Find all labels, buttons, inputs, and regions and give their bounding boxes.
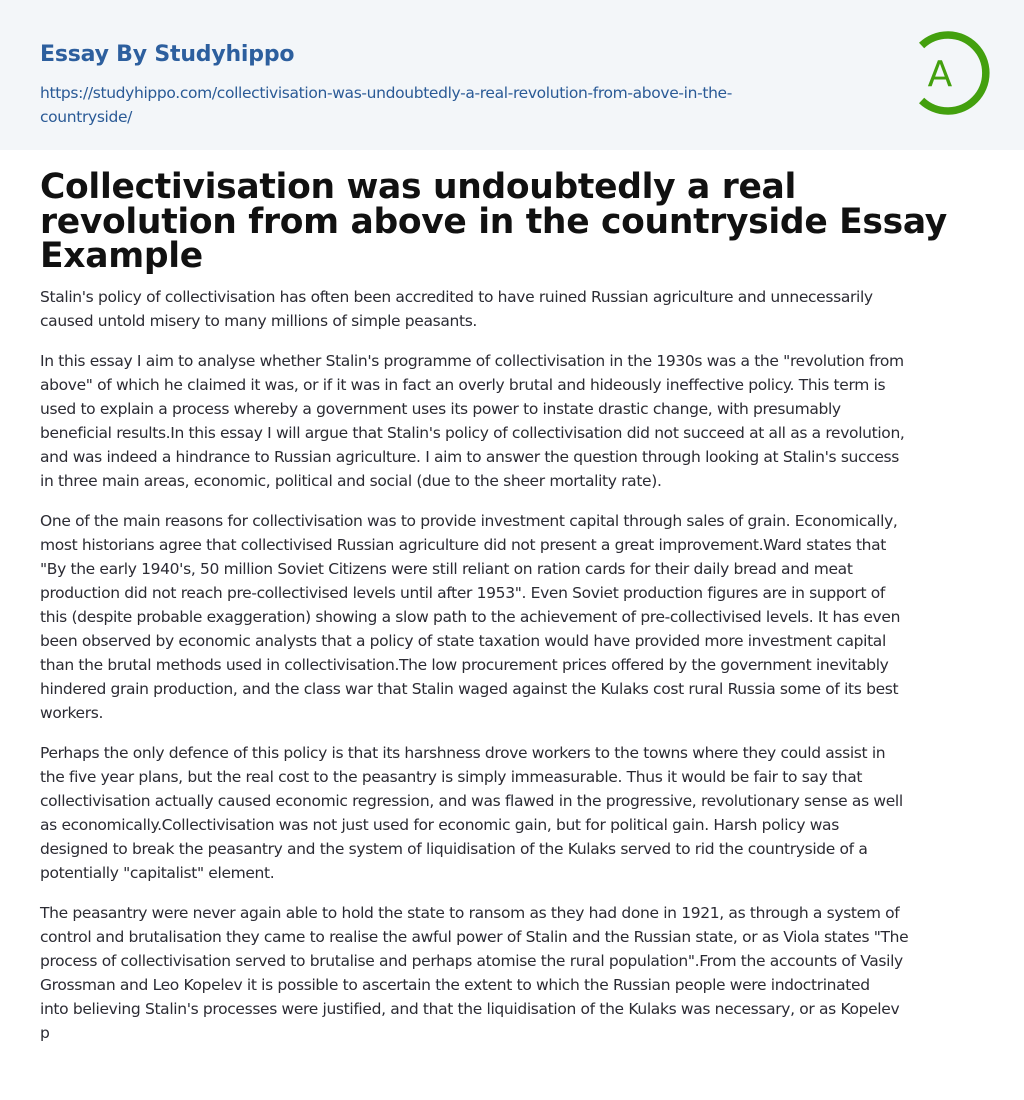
paragraph-line: The peasantry were never again able to hold the state to ransom as they had done in 1921, as through a system of [40, 903, 900, 922]
studyhippo-logo-icon[interactable] [900, 28, 990, 118]
paragraph-line: into believing Stalin's processes were justified, and that the liquidisation of the Kulaks was necessary, or as Kopelev [40, 999, 900, 1018]
essay-paragraph-2 [40, 349, 990, 493]
page-title-line: Example [40, 236, 203, 276]
paragraph-line: process of collectivisation served to brutalise and perhaps atomise the rural population".From the accounts of Vasily [40, 951, 903, 970]
essay-paragraph-5 [40, 901, 990, 1045]
paragraph-line: and was indeed a hindrance to Russian agriculture. I aim to answer the question through looking at Stalin's success [40, 447, 900, 466]
paragraph-line: One of the main reasons for collectivisation was to provide investment capital through sales of grain. Economically, [40, 511, 898, 530]
paragraph-line: most historians agree that collectivised Russian agriculture did not present a great improvement.Ward states that [40, 535, 887, 554]
paragraph-line: beneficial results.In this essay I will argue that Stalin's policy of collectivisation did not succeed at all as a revolution, [40, 423, 905, 442]
paragraph-line: collectivisation actually caused economic regression, and was flawed in the progressive, revolutionary sense as well [40, 791, 903, 810]
paragraph-line: "By the early 1940's, 50 million Soviet Citizens were still reliant on ration cards for their daily bread and meat [40, 559, 853, 578]
essay-paragraph-1 [40, 285, 990, 333]
logo-letter: A [927, 54, 953, 95]
essay-paragraph-4 [40, 741, 990, 885]
page-title-line: Collectivisation was undoubtedly a real [40, 167, 797, 207]
paragraph-line: the five year plans, but the real cost to the peasantry is simply immeasurable. Thus it would be fair to say that [40, 767, 863, 786]
essay-content [40, 167, 990, 1061]
essay-paragraph-3 [40, 509, 990, 725]
paragraph-line: than the brutal methods used in collectivisation.The low procurement prices offered by the government inevitably [40, 655, 889, 674]
paragraph-line: production did not reach pre-collectivised levels until after 1953". Even Soviet production figures are in support of [40, 583, 886, 602]
brand-title: Essay By Studyhippo [40, 42, 295, 67]
paragraph-line: Perhaps the only defence of this policy is that its harshness drove workers to the towns where they could assist in [40, 743, 886, 762]
paragraph-line: this (despite probable exaggeration) showing a slow path to the achievement of pre-collectivised levels. It has even [40, 607, 901, 626]
paragraph-line: used to explain a process whereby a government uses its power to instate drastic change, with presumably [40, 399, 841, 418]
paragraph-line: p [40, 1023, 50, 1042]
paragraph-line: potentially "capitalist" element. [40, 863, 275, 882]
paragraph-line: caused untold misery to many millions of simple peasants. [40, 311, 477, 330]
paragraph-line: workers. [40, 703, 104, 722]
paragraph-line: hindered grain production, and the class war that Stalin waged against the Kulaks cost rural Russia some of its best [40, 679, 899, 698]
paragraph-line: Grossman and Leo Kopelev it is possible to ascertain the extent to which the Russian people were indoctrinated [40, 975, 870, 994]
paragraph-line: as economically.Collectivisation was not just used for economic gain, but for political gain. Harsh policy was [40, 815, 839, 834]
paragraph-line: control and brutalisation they came to realise the awful power of Stalin and the Russian state, or as Viola states "The [40, 927, 909, 946]
paragraph-line: In this essay I aim to analyse whether Stalin's programme of collectivisation in the 1930s was a the "revolution from [40, 351, 904, 370]
paragraph-line: above" of which he claimed it was, or if it was in fact an overly brutal and hideously ineffective policy. This term is [40, 375, 886, 394]
source-url-line: countryside/ [40, 108, 133, 126]
paragraph-line: been observed by economic analysts that a policy of state taxation would have provided more investment capital [40, 631, 886, 650]
paragraph-line: Stalin's policy of collectivisation has often been accredited to have ruined Russian agriculture and unnecessarily [40, 287, 873, 306]
paragraph-line: designed to break the peasantry and the system of liquidisation of the Kulaks served to rid the countryside of a [40, 839, 868, 858]
page-title-line: revolution from above in the countryside Essay [40, 201, 947, 242]
source-url-line: https://studyhippo.com/collectivisation-was-undoubtedly-a-real-revolution-from-above-in-the- [40, 84, 732, 102]
paragraph-line: in three main areas, economic, political and social (due to the sheer mortality rate). [40, 471, 662, 490]
site-header [0, 0, 1024, 150]
source-url-link[interactable] [40, 81, 840, 129]
page-title [40, 167, 990, 276]
logo-arc-icon [900, 28, 990, 118]
